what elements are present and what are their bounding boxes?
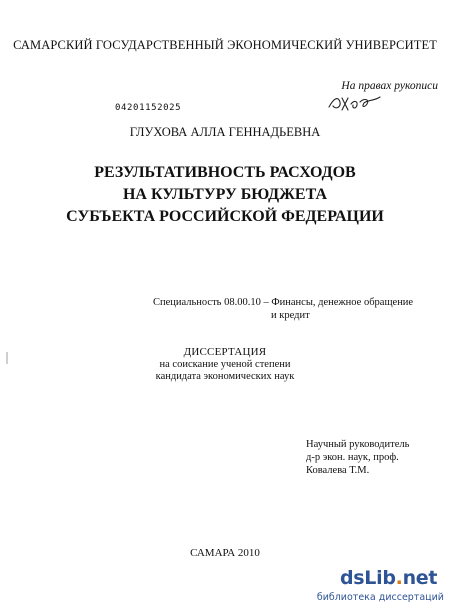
title-line: НА КУЛЬТУРУ БЮДЖЕТА	[122, 186, 328, 203]
city-year: САМАРА 2010	[190, 547, 260, 559]
dissertation-title	[0, 162, 450, 228]
title-line: РЕЗУЛЬТАТИВНОСТЬ РАСХОДОВ	[94, 164, 356, 181]
supervisor-degree: д-р экон. наук, проф.	[306, 452, 399, 463]
supervisor-block	[306, 438, 446, 477]
degree-heading: ДИССЕРТАЦИЯ	[183, 346, 267, 358]
watermark-logo-tld: net	[402, 567, 438, 589]
handwritten-signature	[326, 92, 386, 114]
specialty-line: и кредит	[271, 310, 310, 321]
title-line: СУБЪЕКТА РОССИЙСКОЙ ФЕДЕРАЦИИ	[66, 208, 384, 225]
supervisor-role: Научный руководитель	[306, 439, 410, 450]
scan-margin-mark	[6, 352, 8, 364]
watermark-logo	[340, 567, 437, 589]
specialty-text	[153, 296, 433, 322]
university-name: САМАРСКИЙ ГОСУДАРСТВЕННЫЙ ЭКОНОМИЧЕСКИЙ УНИВЕРСИТЕТ	[13, 38, 437, 52]
degree-line: кандидата экономических наук	[155, 371, 295, 382]
specialty-line: Специальность 08.00.10 – Финансы, денежное обращение	[153, 297, 414, 308]
degree-block	[0, 346, 450, 384]
supervisor-name: Ковалева Т.М.	[306, 465, 370, 476]
watermark-tagline: библиотека диссертаций	[316, 592, 444, 603]
archive-code: 04201152025	[115, 103, 182, 113]
degree-line: на соискание ученой степени	[159, 358, 291, 370]
dslib-watermark	[316, 563, 450, 613]
rights-note: На правах рукописи	[341, 80, 438, 92]
watermark-logo-main: dsLib	[340, 567, 396, 589]
author-name: ГЛУХОВА АЛЛА ГЕННАДЬЕВНА	[129, 125, 321, 139]
watermark-logo-dot: .	[395, 567, 403, 589]
